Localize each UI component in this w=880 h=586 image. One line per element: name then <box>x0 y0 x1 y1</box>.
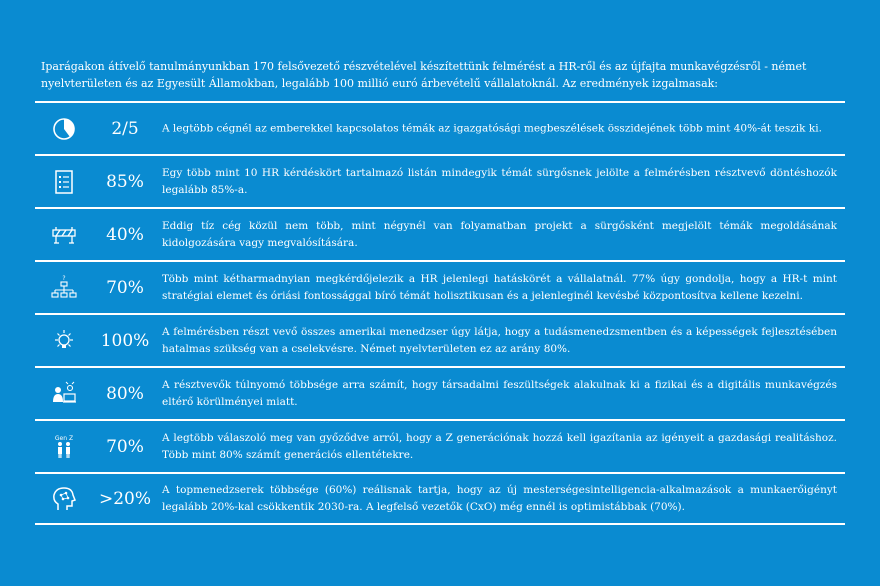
stat-row-3 <box>35 207 845 260</box>
stat-row-8 <box>35 472 845 525</box>
stat-value: 70% <box>106 277 144 298</box>
stat-value: 100% <box>100 330 150 351</box>
stat-value: >20% <box>98 488 152 509</box>
stat-row-7 <box>35 419 845 472</box>
checklist-icon <box>49 167 79 197</box>
gen-z-icon <box>49 432 79 462</box>
svg-text:?: ? <box>62 274 66 282</box>
intro-text: Iparágakon átívelő tanulmányunkban 170 felsővezető részvételével készítettünk felmérést a HR-ről és az újfajta munkavégzésről - német nyelvterületen és az Egyesült Államokban, legalább 100 millió euró árbevételű vállalatoknál. Az eredmények izgalmasak: <box>41 60 807 90</box>
ai-head-icon <box>49 484 79 514</box>
stat-description: Több mint kétharmadnyian megkérdőjelezik a HR jelenlegi hatáskörét a vállalatnál. 77% úgy gondolja, hogy a HR-t mint stratégiai elemet és óriási fontossággal bíró témát holisztikusan és a jelenleginél kevésbé központosítva kellene kezelni. <box>162 272 837 302</box>
stat-value: 85% <box>106 171 144 192</box>
stat-description: Egy több mint 10 HR kérdéskört tartalmazó listán mindegyik témát sürgősnek jelölte a felmérésben résztvevő döntéshozók legalább 85%-a. <box>162 166 837 196</box>
gen-z-label: Gen Z <box>54 434 74 442</box>
stats-list <box>35 101 845 525</box>
stat-value: 2/5 <box>111 118 139 139</box>
lightbulb-icon <box>49 326 79 356</box>
stat-row-6 <box>35 366 845 419</box>
stat-value: 80% <box>106 383 144 404</box>
stat-row-1 <box>35 101 845 154</box>
stat-description: A topmenedzserek többsége (60%) reálisnak tartja, hogy az új mesterségesintelligencia-alkalmazások a munkaerőigényt legalább 20%-kal csökkentik 2030-ra. A legfelső vezetők (CxO) még ennél is optimistábbak (70%). <box>162 483 837 513</box>
stat-description: A felmérésben részt vevő összes amerikai menedzser úgy látja, hogy a tudásmenedzsmentben és a képességek fejlesztésében hatalmas szükség van a cselekvésre. Német nyelvterületen ez az arány 80%. <box>162 325 837 355</box>
stat-row-5 <box>35 313 845 366</box>
stat-value: 40% <box>106 224 144 245</box>
stat-description: A legtöbb válaszoló meg van győződve arról, hogy a Z generációnak hozzá kell igazítania az igényeit a gazdasági realitáshoz. Több mint 80% számít generációs ellentétekre. <box>162 431 837 461</box>
stat-description: Eddig tíz cég közül nem több, mint négynél van folyamatban projekt a sürgősként megjelölt témák megoldásának kidolgozására vagy megvalósítására. <box>162 219 837 249</box>
stat-row-2 <box>35 154 845 207</box>
org-chart-icon <box>49 273 79 303</box>
stat-description: A legtöbb cégnél az emberekkel kapcsolatos témák az igazgatósági megbeszélések összidejének több mint 40%-át teszik ki. <box>162 122 822 134</box>
stat-row-4 <box>35 260 845 313</box>
stat-value: 70% <box>106 436 144 457</box>
workers-icon <box>49 379 79 409</box>
pie-chart-icon <box>49 114 79 144</box>
construction-barrier-icon <box>49 220 79 250</box>
stat-description: A résztvevők túlnyomó többsége arra számít, hogy társadalmi feszültségek alakulnak ki a fizikai és a digitális munkavégzés eltérő körülményei miatt. <box>162 378 837 408</box>
